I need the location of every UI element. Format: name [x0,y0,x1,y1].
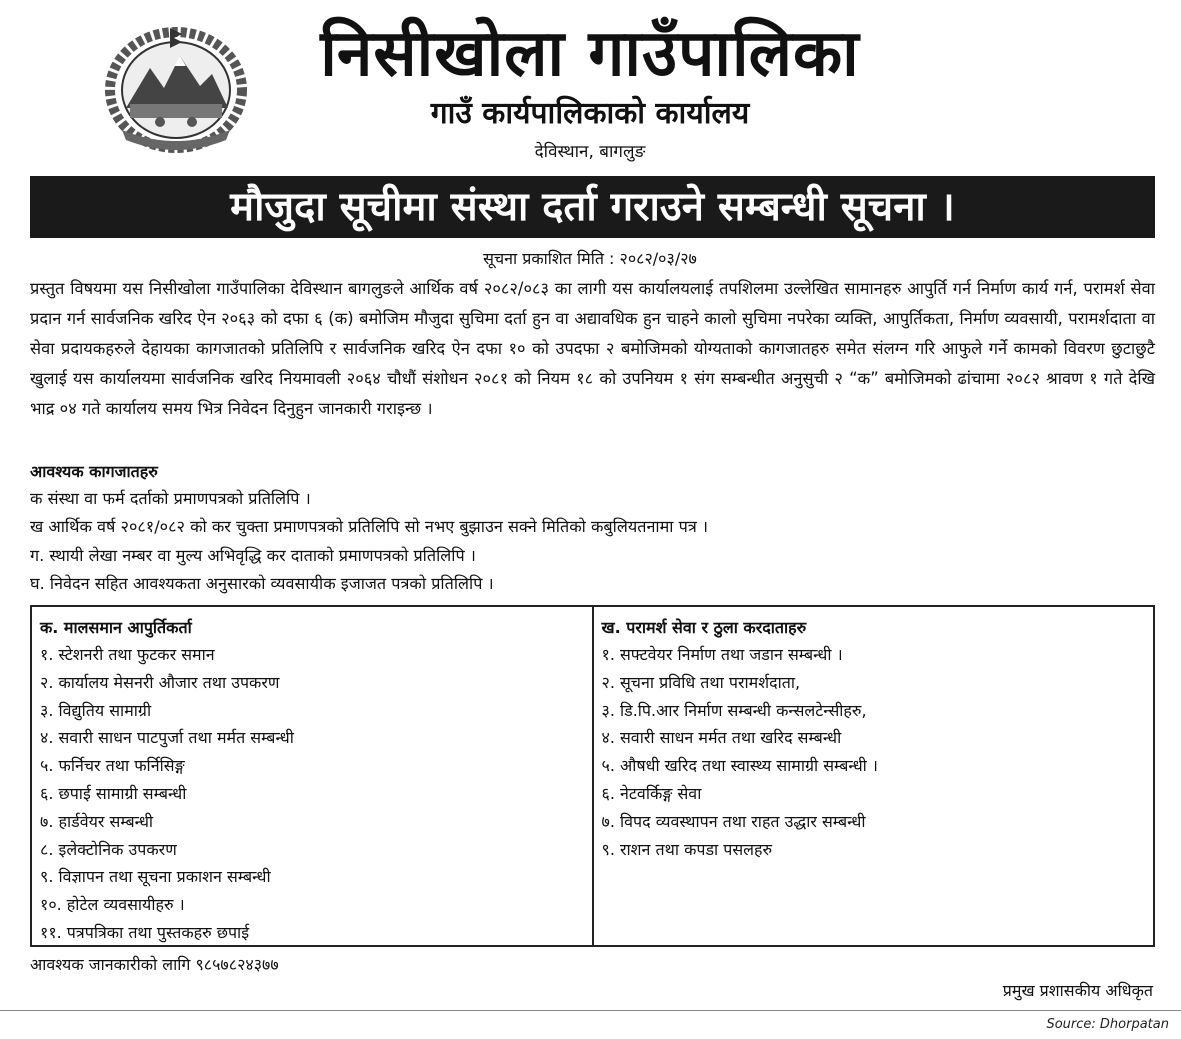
category-item: ३. डि.पि.आर निर्माण सम्बन्धी कन्सलटेन्सीहरु, [601,700,867,720]
consulting-category-list [602,641,1154,863]
category-item: ७. विपद व्यवस्थापन तथा राहत उद्धार सम्बन्धी [601,811,866,831]
category-item: ५. फर्निचर तथा फर्निसिङ्ग [40,756,185,776]
notice-paragraph: प्रस्तुत विषयमा यस निसीखोला गाउँपालिका देविस्थान बागलुङले आर्थिक वर्ष २०८२/०८३ का लागी यस कार्यालयलाई तपशिलमा उल्लेखित सामानहरु आपुर्ति गर्न निर्माण कार्य गर्न, परामर्श सेवा प्रदान गर्न सार्वजनिक खरिद ऐन २०६३ को दफा ६ (क) बमोजिम मौजुदा सुचिमा दर्ता हुन वा अद्यावधिक हुन चाहने कालो सुचिमा नपरेका व्यक्ति, आपुर्तिकता, निर्माण व्यवसायी, परामर्शदाता वा सेवा प्रदायकहरुले देहायका कागजातको प्रतिलिपि र सार्वजनिक खरिद ऐन दफा १० को उपदफा २ बमोजिमको योग्यताको कागजातहरु समेत संलग्न गरि आफुले गर्ने कामको विवरण छुटाछुटै खुलाई यस कार्यालयमा सार्वजनिक खरिद नियमावली २०६४ चौधौं संशोधन २०८१ को नियम १८ को उपनियम १ संग सम्बन्धीत अनुसुची २ “क” बमोजिमको ढांचामा २०८२ श्रावण १ गते देखि भाद्र ०४ गते कार्यालय समय भित्र निवेदन दिनुहुन जानकारी गराइन्छ । [30,279,1155,418]
document-item: क संस्था वा फर्म दर्ताको प्रमाणपत्रको प्रतिलिपि । [30,489,311,508]
category-item: २. कार्यालय मेसनरी औजार तथा उपकरण [40,672,280,692]
document-item: घ. निवेदन सहित आवश्यकता अनुसारको व्यवसायीक इजाजत पत्रको प्रतिलिपि । [30,574,494,594]
category-item: ९. विज्ञापन तथा सूचना प्रकाशन सम्बन्धी [40,867,271,887]
footer-divider [0,1010,1181,1011]
category-item: २. सूचना प्रविधि तथा परामर्शदाता, [601,672,801,692]
category-item: ४. सवारी साधन मर्मत तथा खरिद सम्बन्धी [601,728,842,748]
consulting-category-column [592,607,1154,945]
document-item: ग. स्थायी लेखा नम्बर वा मुल्य अभिवृद्धि कर दाताको प्रमाणपत्रको प्रतिलिपि । [30,545,476,565]
contact-info: आवश्यक जानकारीको लागि ९८५७८२४३७७ [30,955,279,974]
category-item: ७. हार्डवेयर सम्बन्धी [40,811,154,831]
category-item: ९. राशन तथा कपडा पसलहरु [601,839,773,859]
category-item: ११. पत्रपत्रिका तथा पुस्तकहरु छपाई [40,922,250,942]
documents-heading: आवश्यक कागजातहरु [30,462,158,481]
category-item: ४. सवारी साधन पाटपुर्जा तथा मर्मत सम्बन्धी [40,728,294,748]
category-item: ६. छपाई सामाग्री सम्बन्धी [40,783,187,803]
category-item: ५. औषधी खरिद तथा स्वास्थ्य सामाग्री सम्बन्धी । [601,756,878,776]
category-item: १. स्टेशनरी तथा फुटकर समान [40,645,215,664]
category-item: १. सफ्टवेयर निर्माण तथा जडान सम्बन्धी । [601,645,843,664]
supplier-category-column [32,607,592,945]
documents-list [30,485,1155,599]
category-item: १०. होटेल व्यवसायीहरु । [40,895,185,915]
document-item: ख आर्थिक वर्ष २०८१/०८२ को कर चुक्ता प्रमाणपत्रको प्रतिलिपि सो नभए बुझाउन सक्ने मितिको कबुलियतनामा पत्र । [30,517,709,537]
office-name: गाउँ कार्यपालिकाको कार्यालय [430,96,750,131]
category-item: ८. इलेक्टोनिक उपकरण [40,839,177,859]
office-address: देविस्थान, बागलुङ [534,142,646,162]
source-credit: Source: Dhorpatan [1046,1017,1169,1032]
category-item: ६. नेटवर्किङ्ग सेवा [601,783,702,803]
signatory: प्रमुख प्रशासकीय अधिकृत [1002,981,1153,1000]
published-date: सूचना प्रकाशित मिति : २०८२/०३/२७ [483,249,697,268]
category-item: ३. विद्युतिय सामाग्री [40,700,152,720]
organization-name: निसीखोला गाउँपालिका [320,17,860,91]
category-table [30,605,1155,947]
notice-title-banner: मौजुदा सूचीमा संस्था दर्ता गराउने सम्बन्धी सूचना । [30,176,1155,238]
nepal-government-emblem-icon [100,18,252,156]
supplier-category-list [40,641,592,947]
supplier-category-title: क. मालसमान आपुर्तिकर्ता [40,618,192,637]
consulting-category-title: ख. परामर्श सेवा र ठुला करदाताहरु [601,618,807,637]
